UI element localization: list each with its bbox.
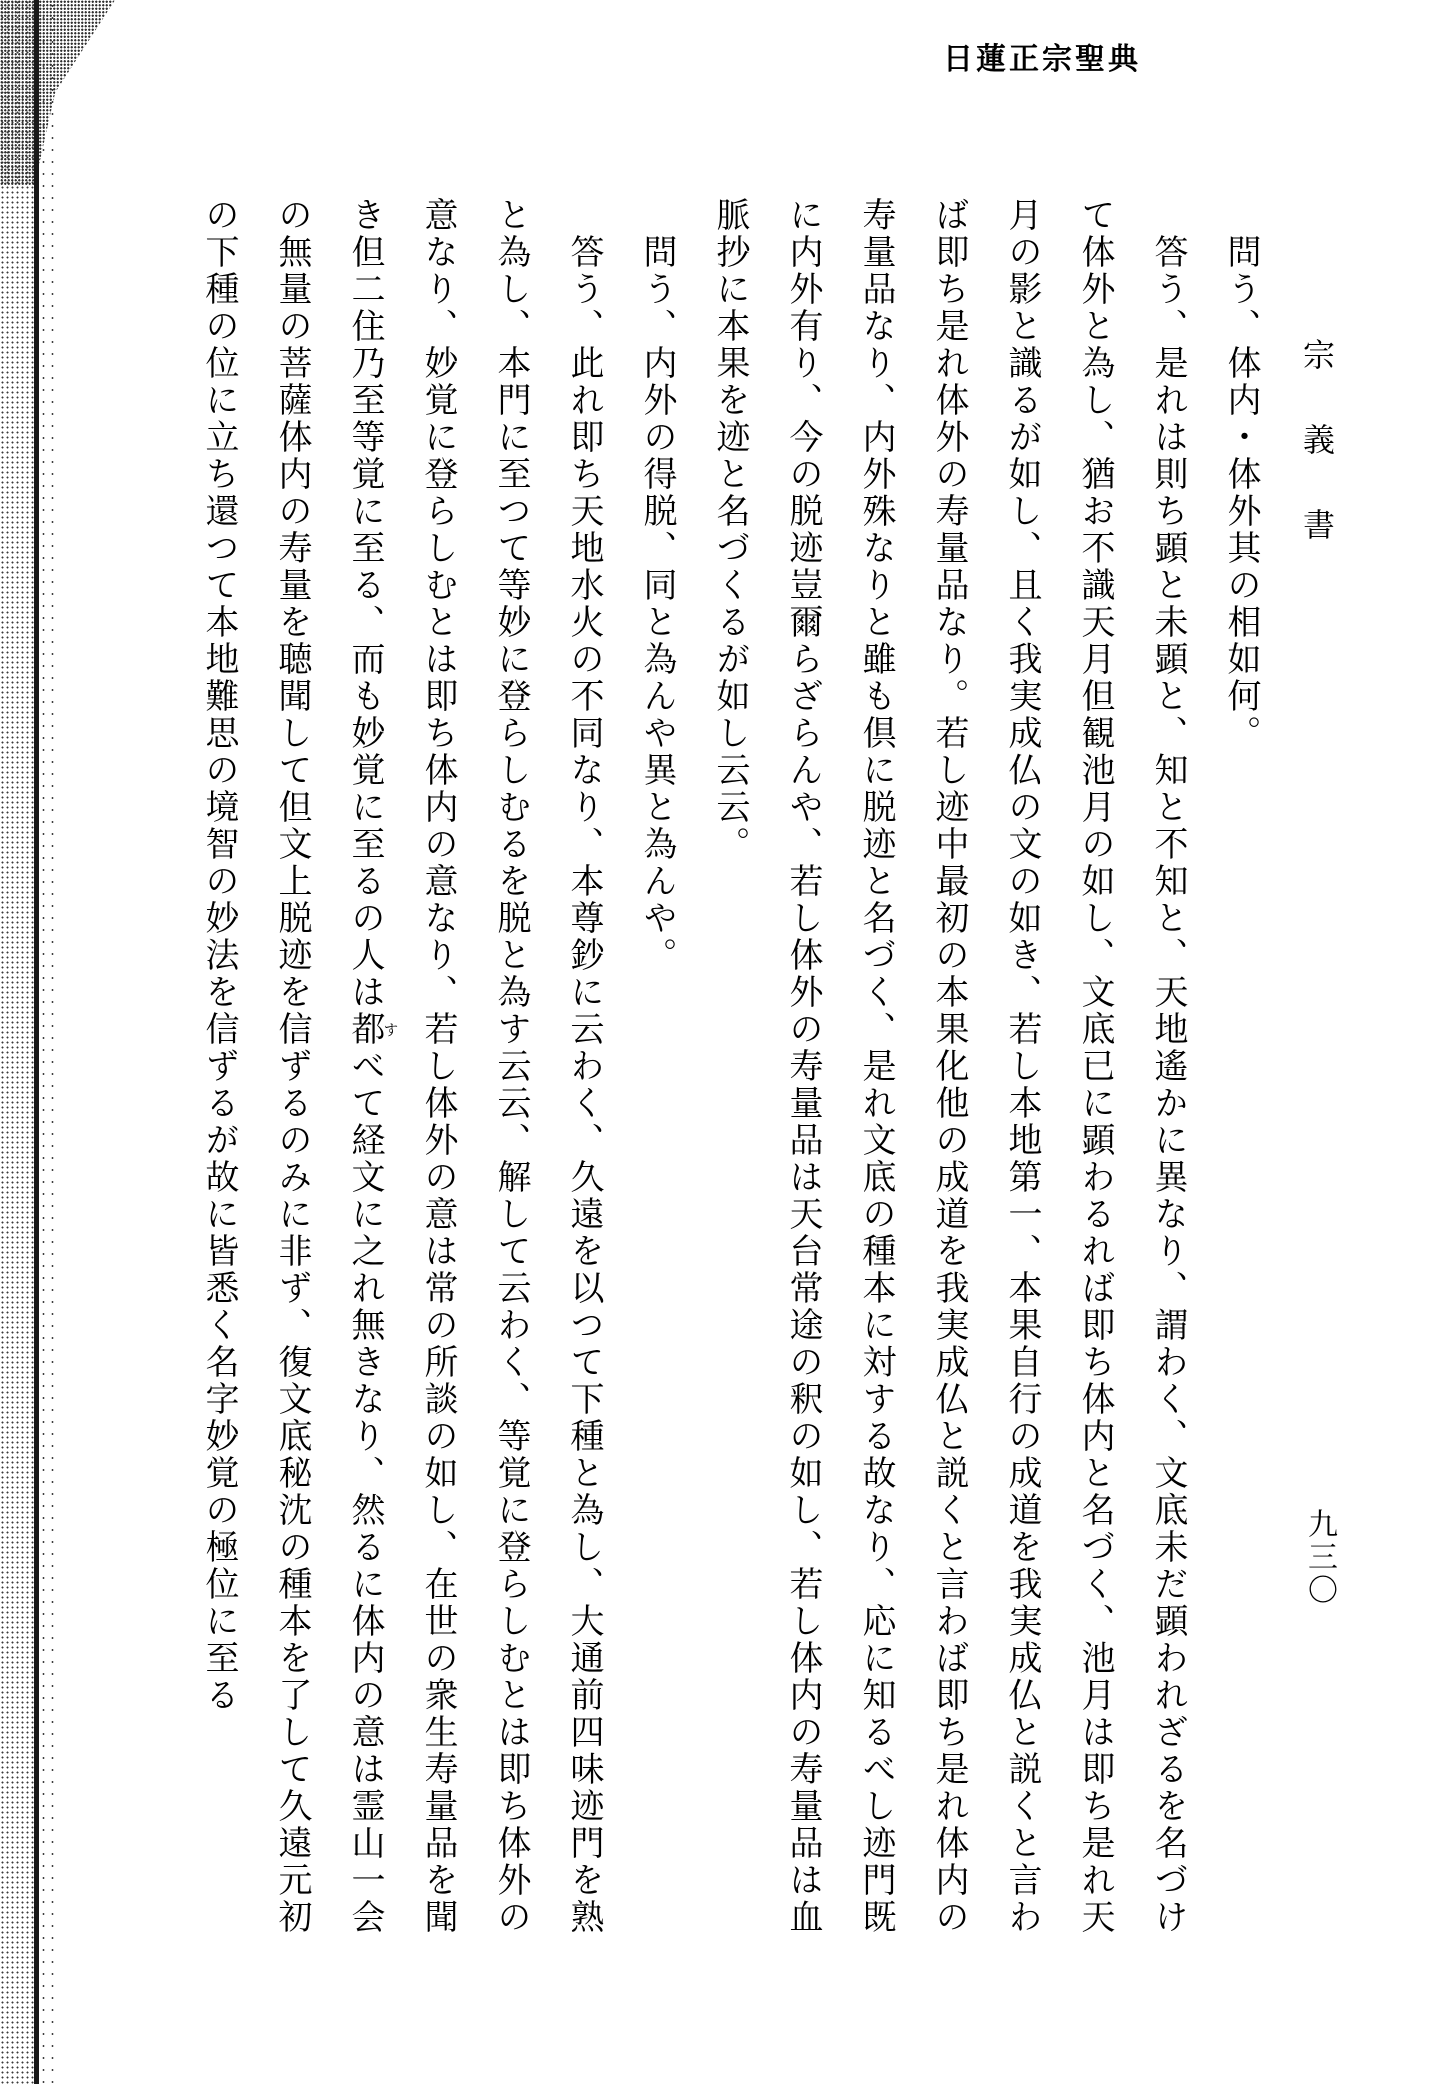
paragraph-answer-2	[182, 197, 620, 1939]
section-title: 宗義書	[1299, 338, 1335, 593]
page-number: 九三〇	[1303, 1508, 1336, 1607]
scan-fringe-noise-artifact	[39, 0, 56, 2084]
ruby-annotation	[346, 1011, 398, 1048]
ruby-base-char: 都	[346, 1011, 383, 1048]
answer-2-text-before-ruby: 答う、此れ即ち天地水火の不同なり、本尊鈔に云わく、久遠を以つて下種と為し、大通前四味迹門を熟と為し、本門に至つて等妙に登らしむるを脱と為す云云、解して云わく、等覚に登らしむとは即ち体外の意なり、妙覚に登らしむとは即ち体内の意なり、若し体外の意は常の所談の如し、在世の衆生寿量品を聞き但二住乃至等覚に至る、而も妙覚に至るの人は	[346, 197, 602, 1936]
paragraph-question-2: 問う、内外の得脱、同と為んや異と為んや。	[638, 234, 675, 974]
ruby-reading: す	[381, 1011, 398, 1048]
main-text-block	[177, 197, 1277, 1939]
answer-2-text-after-ruby: べて経文に之れ無きなり、然るに体内の意は霊山一会の無量の菩薩体内の寿量を聴聞して但文上脱迹を信ずるのみに非ず、復文底秘沈の種本を了して久遠元初の下種の位に立ち還つて本地難思の境智の妙法を信ずるが故に皆悉く名字妙覚の極位に至る	[200, 197, 383, 1936]
paragraph-answer-1: 答う、是れは則ち顕と未顕と、知と不知と、天地遙かに異なり、謂わく、文底未だ顕われざるを名づけて体外と為し、猶お不識天月但観池月の如し、文底已に顕わるれば即ち体内と名づく、池月は即ち是れ天月の影と識るが如し、且く我実成仏の文の如き、若し本地第一、本果自行の成道を我実成仏と説くと言わば即ち是れ体外の寿量品なり。若し迹中最初の本果化他の成道を我実成仏と説くと言わば即ち是れ体内の寿量品なり、内外殊なりと雖も倶に脱迹と名づく、是れ文底の種本に対する故なり、応に知るべし迹門既に内外有り、今の脱迹豈爾らざらんや、若し体外の寿量品は天台常途の釈の如し、若し体内の寿量品は血脈抄に本果を迹と名づくるが如し云云。	[711, 197, 1186, 1936]
paragraph-question-1: 問う、体内・体外其の相如何。	[1222, 234, 1259, 752]
book-title: 日蓮正宗聖典	[943, 43, 1141, 76]
scan-corner-noise-artifact	[0, 0, 115, 185]
scan-binding-artifact	[0, 0, 34, 2084]
